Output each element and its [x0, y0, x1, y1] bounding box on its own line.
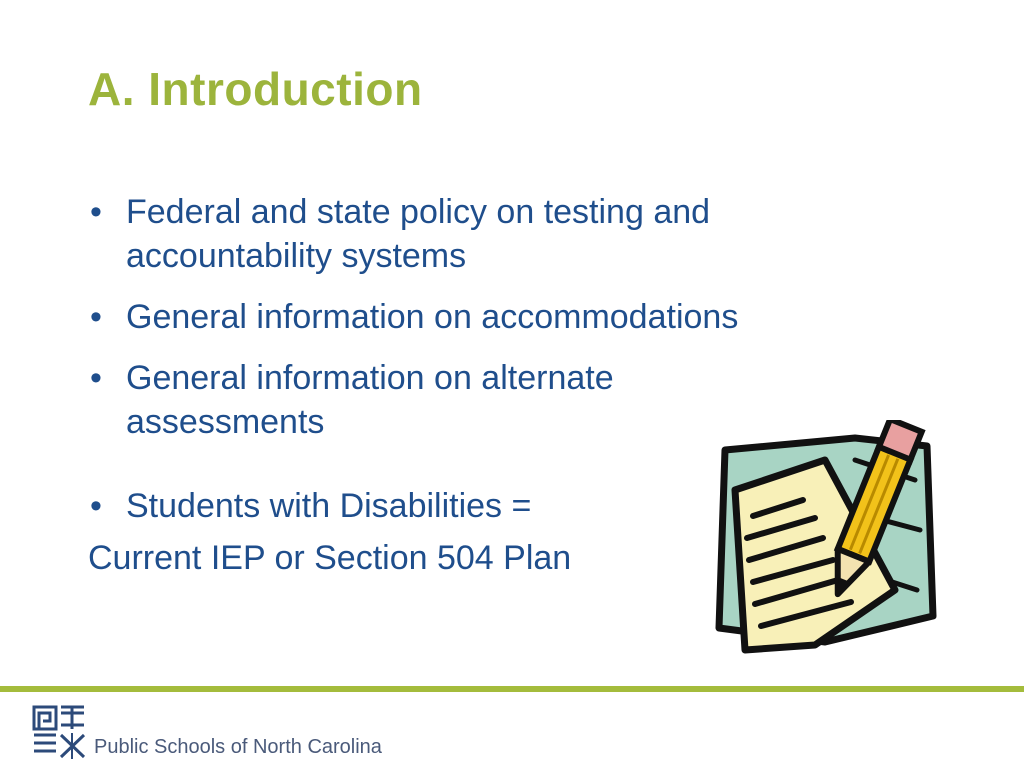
bullet-item-accommodations — [88, 295, 888, 339]
bullet-text: General information on accommodations — [126, 298, 739, 336]
bullet-text: Federal and state policy on testing and accountability systems — [126, 193, 711, 275]
bullet-dot: • — [90, 298, 102, 336]
bullet-dot: • — [90, 487, 102, 525]
footer-org-name: Public Schools of North Carolina — [94, 736, 382, 758]
continuation-line: Current IEP or Section 504 Plan — [88, 539, 572, 577]
bullet-text: Students with Disabilities = — [126, 487, 532, 525]
bullet-item-policy — [88, 190, 888, 278]
slide-title: A. Introduction — [88, 63, 423, 115]
notepad-pencil-icon — [705, 420, 940, 660]
bullet-dot: • — [90, 359, 102, 397]
bullet-item-alternate — [88, 356, 766, 444]
bullet-dot: • — [90, 193, 102, 231]
nc-schools-logo-icon — [30, 703, 88, 761]
bullet-text: General information on alternate assessments — [126, 359, 614, 441]
footer-divider — [0, 686, 1024, 692]
